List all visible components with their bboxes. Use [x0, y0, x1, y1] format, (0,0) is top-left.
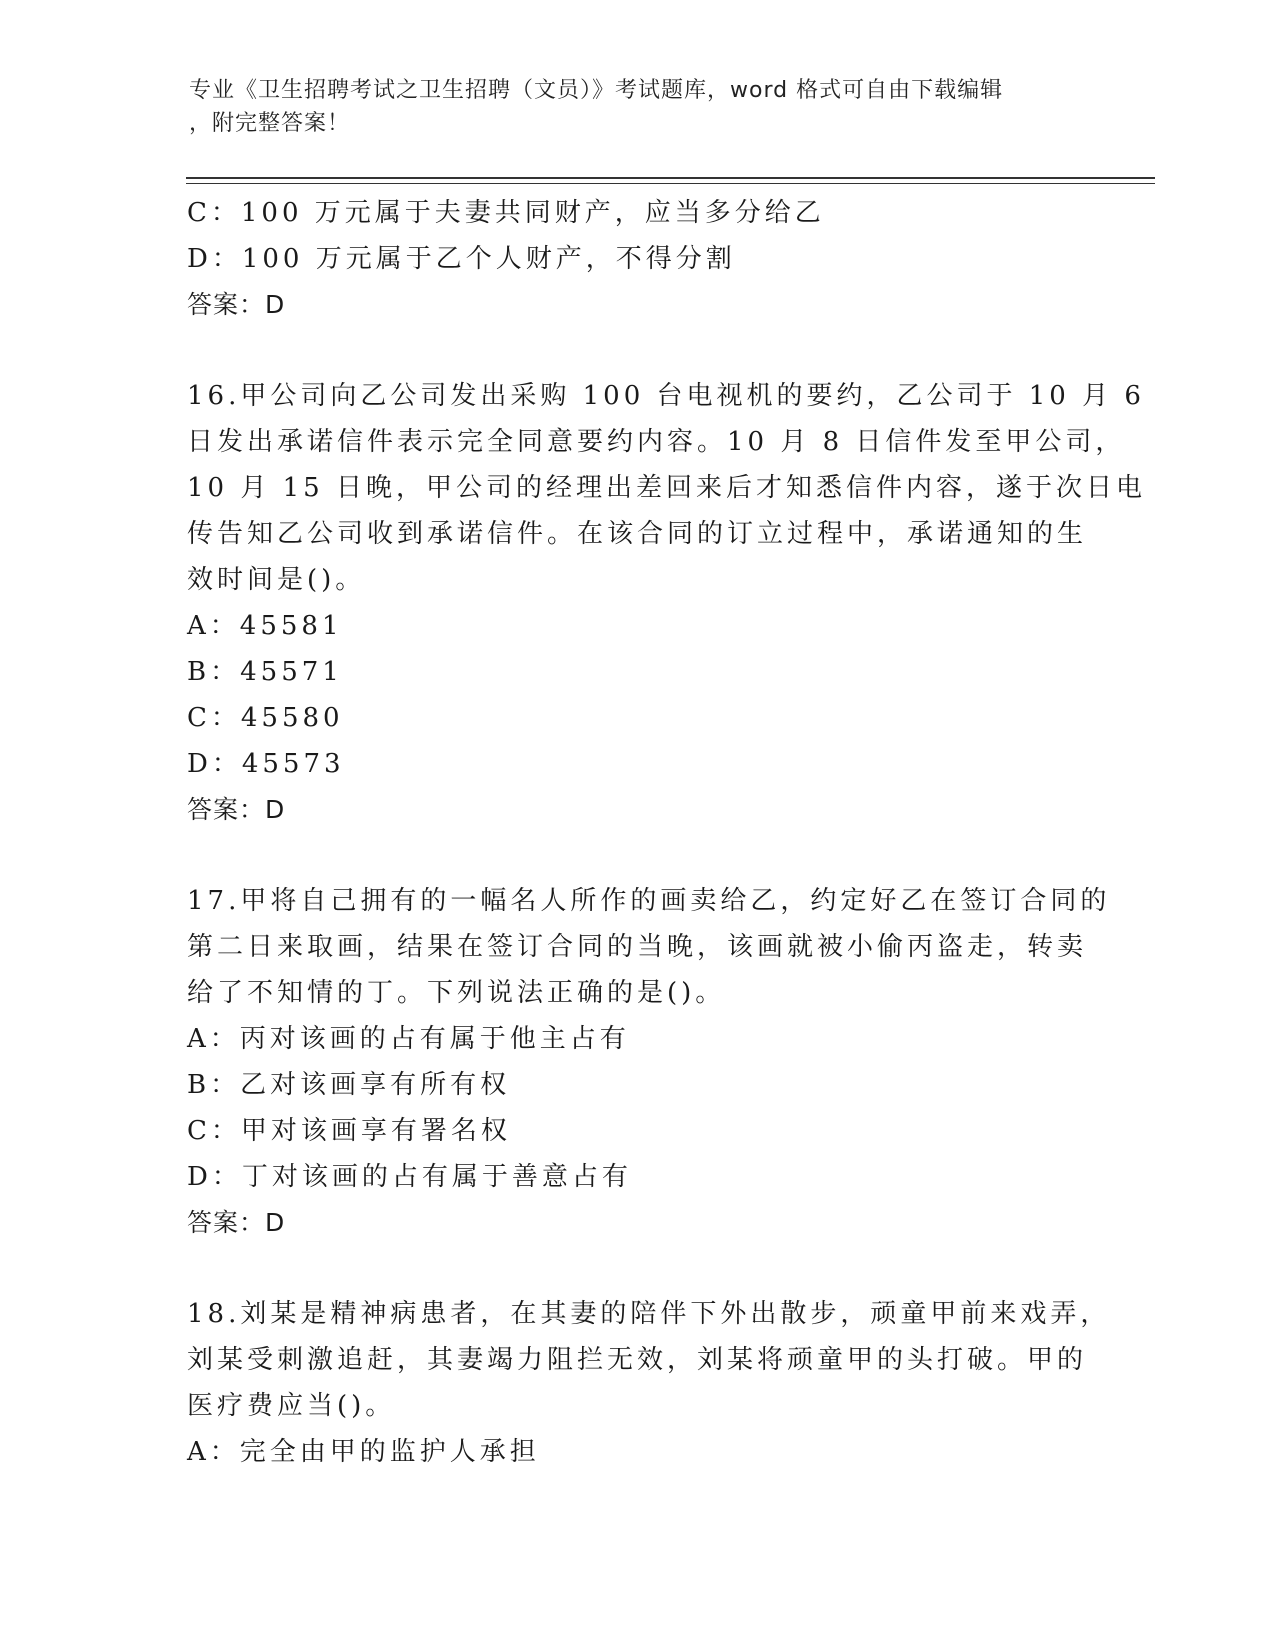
answer-line: 答案：D [187, 795, 286, 824]
header-line-2: ，附完整答案！ [189, 111, 351, 136]
question-18 [187, 1291, 1111, 1475]
question-text-line: 效时间是()。 [187, 565, 366, 595]
option-a: A：完全由甲的监护人承担 [187, 1437, 540, 1467]
question-16 [187, 373, 1146, 833]
option-c: C：45580 [187, 703, 344, 733]
question-text-line: 医疗费应当()。 [187, 1391, 396, 1421]
header-rule-thin [186, 183, 1155, 184]
option-a: A：丙对该画的占有属于他主占有 [187, 1024, 630, 1054]
question-17 [187, 878, 1111, 1246]
question-text-line: 10 月 15 日晚，甲公司的经理出差回来后才知悉信件内容，遂于次日电 [187, 473, 1146, 503]
option-d: D：100 万元属于乙个人财产，不得分割 [187, 244, 736, 274]
option-d: D：丁对该画的占有属于善意占有 [187, 1162, 632, 1192]
header-line-1: 专业《卫生招聘考试之卫生招聘（文员）》考试题库，word 格式可自由下载编辑 [189, 78, 1004, 103]
option-a: A：45581 [187, 611, 343, 641]
question-text [187, 1291, 1111, 1429]
question-text-line: 第二日来取画，结果在签订合同的当晚，该画就被小偷丙盗走，转卖 [187, 932, 1088, 962]
answer-line: 答案：D [187, 290, 286, 319]
option-c: C：100 万元属于夫妻共同财产，应当多分给乙 [187, 198, 825, 228]
question-list [187, 190, 1146, 1475]
document-header [189, 74, 1069, 140]
option-c: C：甲对该画享有署名权 [187, 1116, 511, 1146]
question-text-line: 18.刘某是精神病患者，在其妻的陪伴下外出散步，顽童甲前来戏弄， [187, 1299, 1111, 1329]
question-text-line: 日发出承诺信件表示完全同意要约内容。10 月 8 日信件发至甲公司， [187, 427, 1126, 457]
header-rule-thick [186, 177, 1155, 179]
question-text [187, 373, 1146, 603]
question-text-line: 刘某受刺激追赶，其妻竭力阻拦无效，刘某将顽童甲的头打破。甲的 [187, 1345, 1088, 1375]
option-d: D：45573 [187, 749, 345, 779]
option-b: B：乙对该画享有所有权 [187, 1070, 511, 1100]
answer-line: 答案：D [187, 1208, 286, 1237]
question-text-line: 传告知乙公司收到承诺信件。在该合同的订立过程中，承诺通知的生 [187, 519, 1088, 549]
question-text-line: 给了不知情的丁。下列说法正确的是()。 [187, 978, 726, 1008]
option-b: B：45571 [187, 657, 343, 687]
question-text [187, 878, 1111, 1016]
question-text-line: 16.甲公司向乙公司发出采购 100 台电视机的要约，乙公司于 10 月 6 [187, 381, 1145, 411]
question-15-tail [187, 190, 1087, 328]
question-text-line: 17.甲将自己拥有的一幅名人所作的画卖给乙，约定好乙在签订合同的 [187, 886, 1111, 916]
